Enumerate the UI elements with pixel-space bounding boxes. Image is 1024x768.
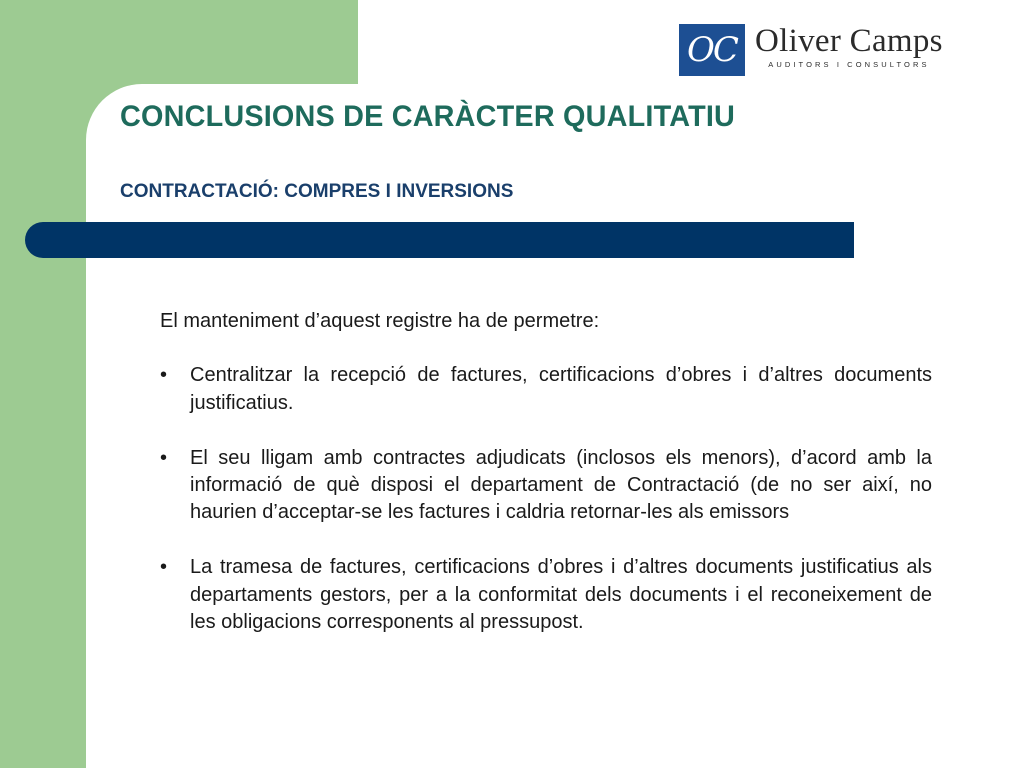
divider-bar xyxy=(25,222,854,258)
logo-mark-text: OC xyxy=(687,30,737,70)
bullet-text: Centralitzar la recepció de factures, certificacions d’obres i d’altres documents justificatius. xyxy=(190,364,932,414)
logo-tagline: AUDITORS I CONSULTORS xyxy=(768,60,930,69)
body-intro: El manteniment d’aquest registre ha de permetre: xyxy=(160,310,600,332)
bullet-item xyxy=(160,362,932,417)
slide-body xyxy=(160,308,932,664)
bullet-icon: • xyxy=(160,446,168,469)
bullet-text: El seu lligam amb contractes adjudicats (inclosos els menors), d’acord amb la informació de què disposi el departament de Contractació (de no ser així, no haurien d’acceptar-se les factures i caldria retornar-les als emissors xyxy=(190,446,932,524)
bullet-list xyxy=(160,362,932,636)
bullet-icon: • xyxy=(160,364,168,387)
bullet-item xyxy=(160,554,932,636)
bullet-text: La tramesa de factures, certificacions d’obres i d’altres documents justificatius als departaments gestors, per a la conformitat dels documents i el reconeixement de les obligacions corresponents al pressupost. xyxy=(190,556,932,634)
company-logo xyxy=(679,24,943,76)
slide-title: CONCLUSIONS DE CARÀCTER QUALITATIU xyxy=(120,100,736,133)
bullet-item xyxy=(160,445,932,527)
logo-wordmark xyxy=(755,24,943,69)
slide-subtitle: CONTRACTACIÓ: COMPRES I INVERSIONS xyxy=(120,181,514,202)
logo-name: Oliver Camps xyxy=(755,23,943,59)
bullet-icon: • xyxy=(160,556,168,579)
logo-mark xyxy=(679,24,745,76)
